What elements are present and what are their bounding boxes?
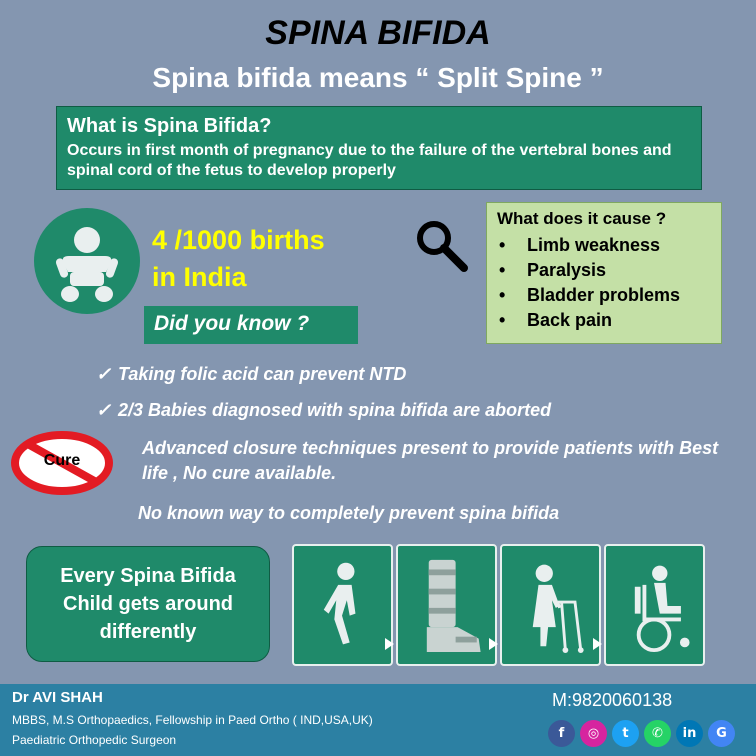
whatsapp-icon[interactable]: ✆ xyxy=(644,720,671,747)
cause-item: • Back pain xyxy=(499,310,613,330)
birth-statistic xyxy=(152,222,412,296)
baby-icon xyxy=(34,208,140,314)
causes-heading: What does it cause ? xyxy=(497,209,667,228)
cause-item: • Bladder problems xyxy=(499,285,681,305)
linkedin-icon[interactable]: in xyxy=(676,720,703,747)
doctor-name: Dr AVI SHAH xyxy=(12,689,103,706)
cause-item-label: Limb weakness xyxy=(527,235,661,255)
no-known-prevention-text: No known way to completely prevent spina bifida xyxy=(138,503,560,523)
every-child-box xyxy=(26,546,270,662)
google-business-icon[interactable]: G xyxy=(708,720,735,747)
fact-text: Taking folic acid can prevent NTD xyxy=(118,364,407,384)
statistic-line-1: 4 /1000 births xyxy=(152,225,325,255)
social-links xyxy=(548,720,735,747)
advanced-techniques-text: Advanced closure techniques present to provide patients with Best life , No cure available. xyxy=(142,438,719,483)
walking-person-icon xyxy=(292,544,393,666)
fact-item xyxy=(96,364,406,385)
causes-box xyxy=(486,202,722,344)
instagram-icon[interactable]: ◎ xyxy=(580,720,607,747)
doctor-qualifications: MBBS, M.S Orthopaedics, Fellowship in Paed Ortho ( IND,USA,UK) xyxy=(12,713,373,727)
magnifier-icon xyxy=(412,216,470,274)
what-is-text: Occurs in first month of pregnancy due to the failure of the vertebral bones and spinal cord of the fetus to develop properly xyxy=(67,142,672,179)
cause-item-label: Bladder problems xyxy=(527,285,681,305)
checkmark-icon: ✓ xyxy=(96,400,112,420)
what-is-heading: What is Spina Bifida? xyxy=(67,115,272,137)
wheelchair-person-icon xyxy=(604,544,705,666)
every-child-text: Every Spina Bifida Child gets around differently xyxy=(60,565,236,643)
facebook-icon[interactable]: f xyxy=(548,720,575,747)
leg-brace-icon xyxy=(396,544,497,666)
cause-item: • Limb weakness xyxy=(499,235,661,255)
did-you-know-badge: Did you know ? xyxy=(144,306,358,344)
page-title: SPINA BIFIDA xyxy=(265,14,491,52)
cure-label: Cure xyxy=(43,452,81,469)
fact-text: 2/3 Babies diagnosed with spina bifida are aborted xyxy=(118,400,552,420)
walker-person-icon xyxy=(500,544,601,666)
checkmark-icon: ✓ xyxy=(96,364,112,384)
doctor-role: Paediatric Orthopedic Surgeon xyxy=(12,733,177,747)
what-is-box xyxy=(56,106,702,190)
statistic-line-2: in India xyxy=(152,262,247,292)
cause-item: • Paralysis xyxy=(499,260,607,280)
cause-item-label: Back pain xyxy=(527,310,613,330)
no-cure-sign-icon xyxy=(10,430,114,496)
cause-item-label: Paralysis xyxy=(527,260,607,280)
phone-number: M:9820060138 xyxy=(552,690,673,710)
arrow-icon xyxy=(385,638,394,650)
arrow-icon xyxy=(593,638,602,650)
page-subtitle: Spina bifida means “ Split Spine ” xyxy=(152,62,604,93)
fact-item xyxy=(96,400,551,421)
arrow-icon xyxy=(489,638,498,650)
twitter-icon[interactable]: t xyxy=(612,720,639,747)
